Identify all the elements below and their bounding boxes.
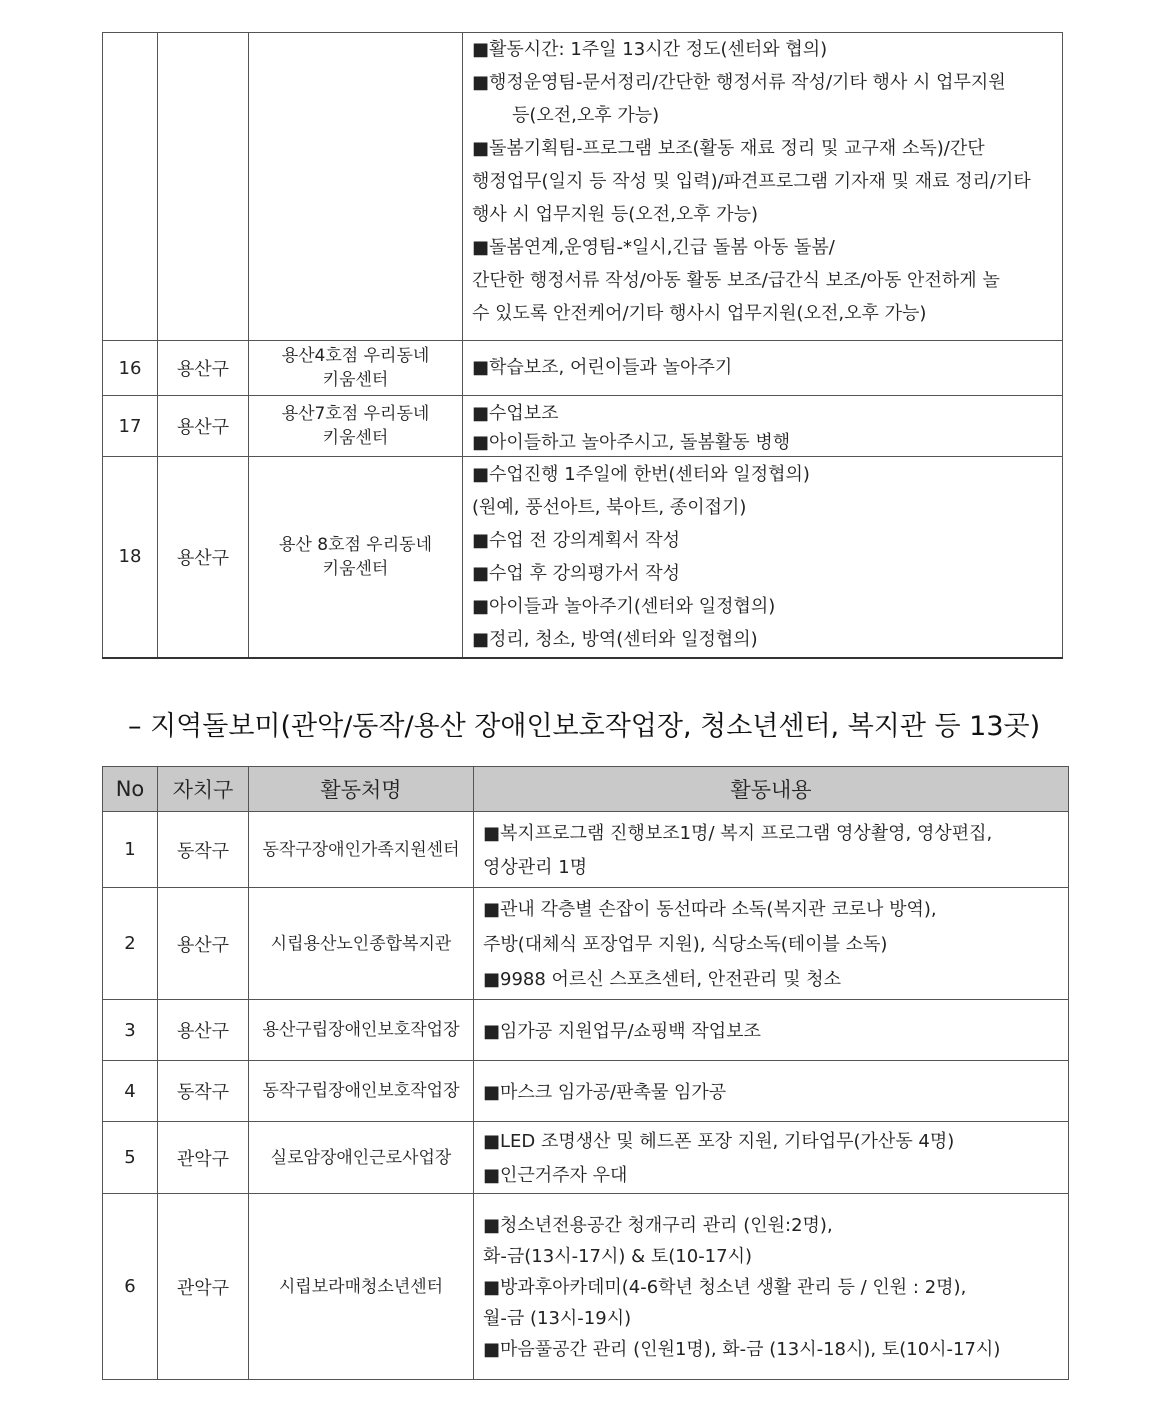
activity-line: ■9988 어르신 스포츠센터, 안전관리 및 청소 (483, 969, 841, 990)
activity-line: ■아이들과 놀아주기(센터와 일정협의) (472, 595, 776, 617)
district: 용산구 (158, 341, 249, 396)
place-name: 용산4호점 우리동네 키움센터 (249, 341, 463, 396)
activity-line: ■수업진행 1주일에 한번(센터와 일정협의) (472, 463, 810, 485)
no-cell (103, 33, 158, 341)
table-row (103, 341, 1063, 396)
place-name: 용산 8호점 우리동네 키움센터 (249, 457, 463, 658)
table-row (103, 812, 1069, 888)
header-content: 활동내용 (474, 767, 1069, 812)
table-row (103, 1061, 1069, 1122)
activity-line: 행정업무(일지 등 작성 및 입력)/파견프로그램 기자재 및 재료 정리/기타 (472, 171, 1031, 192)
table-row (103, 1000, 1069, 1061)
activity-line: ■수업 전 강의계획서 작성 (472, 529, 681, 551)
row-number: 4 (103, 1061, 158, 1122)
activity-line: ■학습보조, 어린이들과 놀아주기 (472, 357, 733, 379)
activity-line: 주방(대체식 포장업무 지원), 식당소독(테이블 소독) (483, 934, 888, 955)
row-number: 2 (103, 888, 158, 1000)
row-number: 6 (103, 1194, 158, 1380)
activity-line: ■수업보조 (472, 402, 559, 424)
district: 용산구 (158, 457, 249, 658)
activity-line: ■정리, 청소, 방역(센터와 일정협의) (472, 628, 758, 650)
activity-cell (474, 1194, 1069, 1380)
row-number: 18 (103, 457, 158, 658)
table-row (103, 457, 1063, 658)
activity-line: 영상관리 1명 (483, 856, 588, 878)
activity-line: ■인근거주자 우대 (483, 1164, 628, 1186)
district: 동작구 (158, 812, 249, 888)
table-row (103, 396, 1063, 457)
activity-line: ■관내 각층별 손잡이 동선따라 소독(복지관 코로나 방역), (483, 899, 937, 920)
activity-line: 등(오전,오후 가능) (512, 105, 660, 126)
place-name: 동작구립장애인보호작업장 (249, 1061, 474, 1122)
program-table-continued (102, 32, 1063, 659)
activity-line: ■마음풀공간 관리 (인원1명), 화-금 (13시-18시), 토(10시-17시) (483, 1339, 1001, 1360)
header-place: 활동처명 (249, 767, 474, 812)
activity-cell (463, 457, 1063, 658)
activity-cell (474, 1061, 1069, 1122)
local-carer-table (102, 766, 1069, 1380)
table-row (103, 33, 1063, 341)
activity-line: 수 있도록 안전케어/기타 행사시 업무지원(오전,오후 가능) (472, 303, 927, 324)
activity-line: ■돌봄기획팀-프로그램 보조(활동 재료 정리 및 교구재 소독)/간단 (472, 138, 985, 159)
activity-line: ■청소년전용공간 청개구리 관리 (인원:2명), (483, 1215, 833, 1236)
place-cell (249, 33, 463, 341)
activity-cell (463, 341, 1063, 396)
activity-line: ■아이들하고 놀아주시고, 돌봄활동 병행 (472, 431, 791, 453)
district: 관악구 (158, 1122, 249, 1194)
activity-line: 행사 시 업무지원 등(오전,오후 가능) (472, 204, 759, 225)
activity-cell (474, 1122, 1069, 1194)
place-name: 실로암장애인근로사업장 (249, 1122, 474, 1194)
district: 용산구 (158, 396, 249, 457)
section-title: – 지역돌보미(관악/동작/용산 장애인보호작업장, 청소년센터, 복지관 등 13곳) (128, 711, 1041, 742)
activity-line: ■임가공 지원업무/쇼핑백 작업보조 (483, 1020, 761, 1042)
activity-cell (463, 396, 1063, 457)
activity-line: 간단한 행정서류 작성/아동 활동 보조/급간식 보조/아동 안전하게 놀 (472, 270, 1000, 291)
table-header-row (103, 767, 1069, 812)
table-row (103, 1122, 1069, 1194)
header-district: 자치구 (158, 767, 249, 812)
place-name: 동작구장애인가족지원센터 (249, 812, 474, 888)
district-cell (158, 33, 249, 341)
activity-line: ■돌봄연계,운영팀-*일시,긴급 돌봄 아동 돌봄/ (472, 237, 835, 258)
table-row (103, 1194, 1069, 1380)
row-number: 17 (103, 396, 158, 457)
activity-line: ■복지프로그램 진행보조1명/ 복지 프로그램 영상촬영, 영상편집, (483, 822, 993, 844)
table-row (103, 888, 1069, 1000)
district: 관악구 (158, 1194, 249, 1380)
activity-line: ■LED 조명생산 및 헤드폰 포장 지원, 기타업무(가산동 4명) (483, 1130, 955, 1152)
header-no: No (103, 767, 158, 812)
activity-line: ■마스크 임가공/판촉물 임가공 (483, 1081, 727, 1103)
activity-cell (474, 812, 1069, 888)
activity-line: ■활동시간: 1주일 13시간 정도(센터와 협의) (472, 39, 828, 60)
row-number: 3 (103, 1000, 158, 1061)
activity-line: ■수업 후 강의평가서 작성 (472, 562, 681, 584)
activity-cell (474, 888, 1069, 1000)
activity-line: 화-금(13시-17시) & 토(10-17시) (483, 1246, 752, 1267)
place-name: 시립용산노인종합복지관 (249, 888, 474, 1000)
row-number: 16 (103, 341, 158, 396)
district: 용산구 (158, 888, 249, 1000)
activity-line: ■방과후아카데미(4-6학년 청소년 생활 관리 등 / 인원 : 2명), (483, 1277, 967, 1298)
place-name: 용산7호점 우리동네 키움센터 (249, 396, 463, 457)
place-name: 시립보라매청소년센터 (249, 1194, 474, 1380)
district: 동작구 (158, 1061, 249, 1122)
activity-line: 월-금 (13시-19시) (483, 1308, 632, 1329)
activity-cell (474, 1000, 1069, 1061)
row-number: 5 (103, 1122, 158, 1194)
activity-cell (463, 33, 1063, 341)
activity-line: (원예, 풍선아트, 북아트, 종이접기) (472, 496, 747, 518)
row-number: 1 (103, 812, 158, 888)
district: 용산구 (158, 1000, 249, 1061)
activity-line: ■행정운영팀-문서정리/간단한 행정서류 작성/기타 행사 시 업무지원 (472, 72, 1006, 93)
place-name: 용산구립장애인보호작업장 (249, 1000, 474, 1061)
